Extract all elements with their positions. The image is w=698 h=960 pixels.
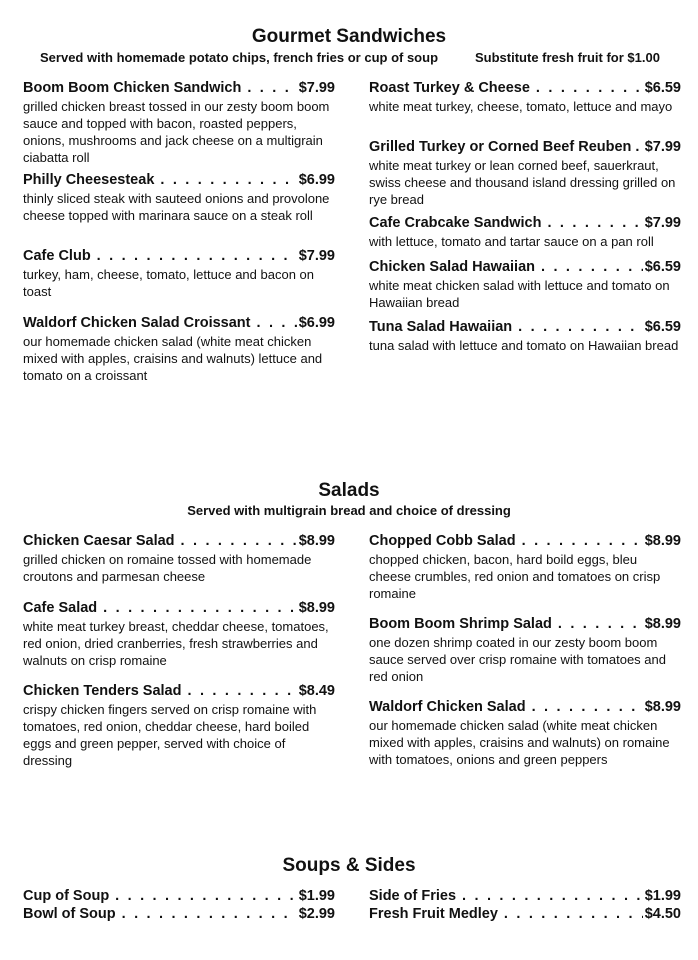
item-price: $8.99 bbox=[298, 533, 335, 549]
item-price: $7.99 bbox=[298, 80, 335, 96]
item-name: Cafe Salad bbox=[23, 600, 98, 616]
menu-item bbox=[369, 214, 681, 250]
item-price: $8.99 bbox=[644, 699, 681, 715]
sandwiches-subtitle: Served with homemade potato chips, french fries or cup of soup bbox=[40, 50, 439, 65]
item-description: our homemade chicken salad (white meat chicken mixed with apples, craisins and walnuts) on romaine with tomatoes, onions and green peppers bbox=[369, 718, 670, 767]
item-price: $8.99 bbox=[644, 533, 681, 549]
menu-item bbox=[369, 698, 681, 768]
item-description: white meat turkey or lean corned beef, sauerkraut, swiss cheese and thousand island dressing grilled on rye bread bbox=[369, 158, 676, 207]
item-description: one dozen shrimp coated in our zesty boom boom sauce served over crisp romaine with tomatoes and red onion bbox=[369, 635, 666, 684]
item-description: chopped chicken, bacon, hard boild eggs, bleu cheese crumbles, red onion and tomatoes on crisp romaine bbox=[369, 552, 661, 601]
soups-title: Soups & Sides bbox=[282, 855, 416, 876]
menu-item bbox=[23, 532, 335, 585]
item-price: $8.99 bbox=[644, 616, 681, 632]
item-description: tuna salad with lettuce and tomato on Hawaiian bread bbox=[369, 338, 679, 353]
item-price: $4.50 bbox=[644, 906, 681, 922]
sandwiches-title: Gourmet Sandwiches bbox=[251, 26, 447, 47]
menu-item bbox=[369, 905, 681, 923]
menu-item bbox=[23, 314, 335, 384]
item-name: Boom Boom Shrimp Salad bbox=[369, 616, 552, 632]
item-name: Waldorf Chicken Salad Croissant bbox=[23, 315, 251, 331]
menu-item bbox=[23, 79, 335, 166]
item-name: Chicken Caesar Salad bbox=[23, 533, 175, 549]
salads-title: Salads bbox=[318, 480, 380, 501]
item-price: $7.99 bbox=[298, 248, 335, 264]
item-description: thinly sliced steak with sauteed onions and provolone cheese topped with marinara sauce on a steak roll bbox=[23, 191, 330, 223]
menu-item bbox=[369, 532, 681, 602]
item-price: $1.99 bbox=[298, 888, 335, 904]
item-name: Cup of Soup bbox=[23, 888, 110, 904]
item-name: Bowl of Soup bbox=[23, 906, 116, 922]
item-name: Boom Boom Chicken Sandwich bbox=[23, 80, 242, 96]
item-name: Waldorf Chicken Salad bbox=[369, 699, 526, 715]
item-price: $6.59 bbox=[644, 259, 681, 275]
menu-item bbox=[23, 905, 335, 923]
item-description: crispy chicken fingers served on crisp romaine with tomatoes, red onion, cheddar cheese, hard boiled eggs and green pepper, served with choice of dressing bbox=[23, 702, 317, 768]
item-name: Chicken Tenders Salad bbox=[23, 683, 182, 699]
salads-subtitle: Served with multigrain bread and choice of dressing bbox=[187, 503, 511, 518]
item-price: $8.49 bbox=[298, 683, 335, 699]
item-price: $7.99 bbox=[644, 139, 681, 155]
item-description: white meat turkey breast, cheddar cheese, tomatoes, red onion, dried cranberries, fresh strawberries and walnuts on crisp romaine bbox=[23, 619, 329, 668]
item-price: $7.99 bbox=[644, 215, 681, 231]
item-name: Chicken Salad Hawaiian bbox=[369, 259, 536, 275]
item-price: $6.99 bbox=[298, 315, 335, 331]
item-name: Side of Fries bbox=[369, 888, 457, 904]
menu-item bbox=[369, 79, 681, 115]
menu-item bbox=[369, 258, 681, 311]
item-description: our homemade chicken salad (white meat chicken mixed with apples, craisins and walnuts) lettuce and tomato on a croissant bbox=[23, 334, 323, 383]
menu-item bbox=[369, 887, 681, 905]
item-name: Chopped Cobb Salad bbox=[369, 533, 516, 549]
sandwiches-substitute-note: Substitute fresh fruit for $1.00 bbox=[475, 50, 660, 65]
item-name: Philly Cheesesteak bbox=[23, 172, 155, 188]
menu-item bbox=[369, 318, 681, 354]
menu-item bbox=[369, 138, 681, 208]
item-description: grilled chicken breast tossed in our zesty boom boom sauce and topped with bacon, roasted peppers, onions, mushrooms and jack cheese on a multigrain ciabatta roll bbox=[23, 99, 330, 165]
item-name: Tuna Salad Hawaiian bbox=[369, 319, 513, 335]
item-name: Roast Turkey & Cheese bbox=[369, 80, 530, 96]
item-price: $1.99 bbox=[644, 888, 681, 904]
item-name: Cafe Club bbox=[23, 248, 91, 264]
item-price: $2.99 bbox=[298, 906, 335, 922]
item-price: $6.59 bbox=[644, 80, 681, 96]
item-description: white meat chicken salad with lettuce and tomato on Hawaiian bread bbox=[369, 278, 670, 310]
item-price: $6.59 bbox=[644, 319, 681, 335]
item-name: Fresh Fruit Medley bbox=[369, 906, 498, 922]
menu-item bbox=[23, 171, 335, 224]
menu-item bbox=[23, 887, 335, 905]
menu-item bbox=[23, 599, 335, 669]
item-price: $6.99 bbox=[298, 172, 335, 188]
item-name: Cafe Crabcake Sandwich bbox=[369, 215, 542, 231]
menu-item bbox=[23, 682, 335, 769]
item-description: white meat turkey, cheese, tomato, lettuce and mayo bbox=[369, 99, 673, 114]
menu-item bbox=[369, 615, 681, 685]
item-description: with lettuce, tomato and tartar sauce on a pan roll bbox=[369, 234, 654, 249]
item-name: Grilled Turkey or Corned Beef Reuben bbox=[369, 139, 632, 155]
item-description: turkey, ham, cheese, tomato, lettuce and bacon on toast bbox=[23, 267, 314, 299]
item-price: $8.99 bbox=[298, 600, 335, 616]
item-description: grilled chicken on romaine tossed with homemade croutons and parmesan cheese bbox=[23, 552, 312, 584]
menu-item bbox=[23, 247, 335, 300]
